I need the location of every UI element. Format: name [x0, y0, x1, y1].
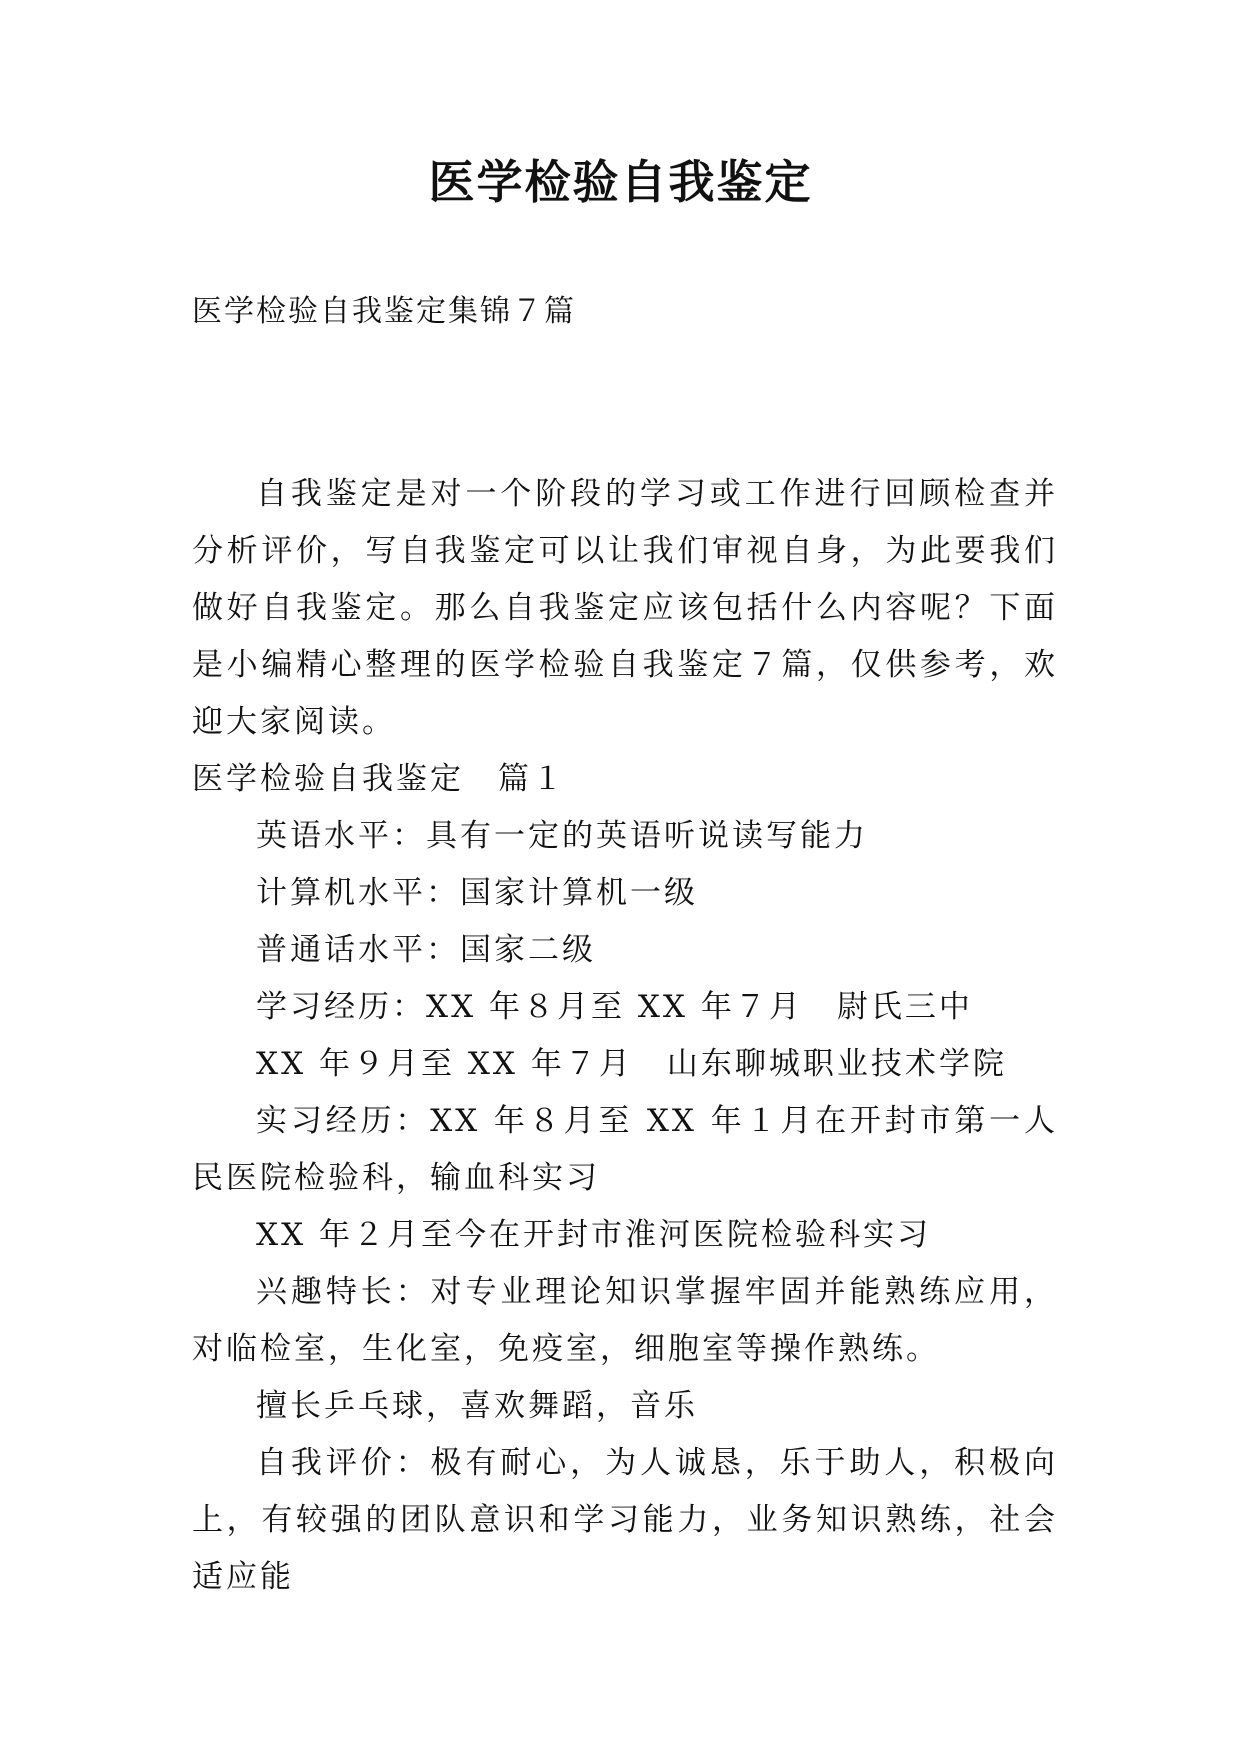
intro-paragraph: 自我鉴定是对一个阶段的学习或工作进行回顾检查并分析评价，写自我鉴定可以让我们审视自身，为此要我们做好自我鉴定。那么自我鉴定应该包括什么内容呢？下面是小编精心整理的医学检验自我鉴定７篇，仅供参考，欢迎大家阅读。: [192, 476, 1058, 740]
document-title: 医学检验自我鉴定: [428, 155, 813, 209]
body-paragraph: 计算机水平：国家计算机一级: [256, 875, 698, 911]
body-paragraph: 自我评价：极有耐心，为人诚恳，乐于助人，积极向上，有较强的团队意识和学习能力，业务知识熟练，社会适应能: [192, 1445, 1058, 1595]
body-paragraph: XX 年９月至 XX 年７月 山东聊城职业技术学院: [256, 1046, 1007, 1082]
body-paragraph: 实习经历：XX 年８月至 XX 年１月在开封市第一人民医院检验科，输血科实习: [192, 1103, 1058, 1196]
body-paragraph: 兴趣特长：对专业理论知识掌握牢固并能熟练应用，对临检室，生化室，免疫室，细胞室等操作熟练。: [192, 1274, 1058, 1367]
body-paragraph: 擅长乒乓球，喜欢舞蹈，音乐: [256, 1388, 698, 1424]
body-paragraph: XX 年２月至今在开封市淮河医院检验科实习: [256, 1217, 931, 1253]
document-body: [192, 466, 1058, 1606]
body-paragraph: 英语水平：具有一定的英语听说读写能力: [256, 818, 868, 854]
section-heading: 医学检验自我鉴定 篇１: [192, 761, 566, 797]
document-subtitle: 医学检验自我鉴定集锦７篇: [192, 294, 576, 329]
body-paragraph: 普通话水平：国家二级: [256, 932, 596, 968]
body-paragraph: 学习经历：XX 年８月至 XX 年７月 尉氏三中: [256, 989, 973, 1025]
